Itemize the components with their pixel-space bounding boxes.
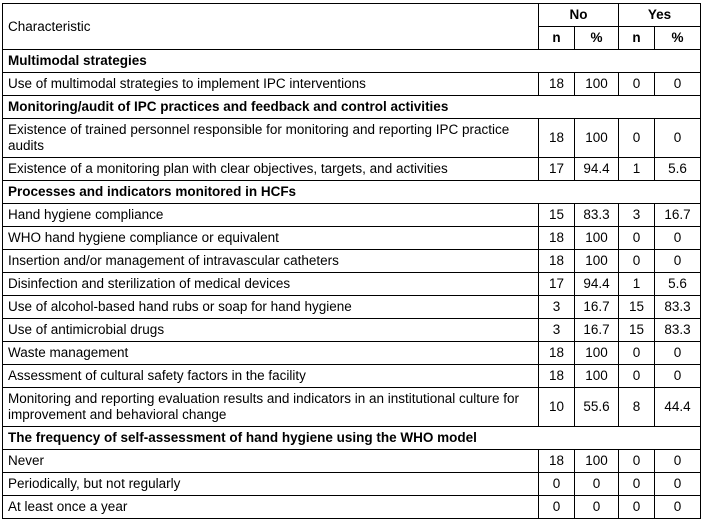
no-n-cell: 3 (539, 319, 575, 342)
section-row (3, 96, 701, 119)
no-pct-cell: 100 (575, 342, 619, 365)
table-row (3, 388, 701, 427)
table-row (3, 450, 701, 473)
yes-n-cell: 0 (619, 227, 655, 250)
table-row (3, 227, 701, 250)
no-pct-cell: 100 (575, 227, 619, 250)
table-row (3, 496, 701, 519)
yes-n-cell: 0 (619, 119, 655, 158)
table-body (3, 4, 701, 519)
header-row (3, 4, 701, 27)
no-pct-cell: 16.7 (575, 319, 619, 342)
section-heading: The frequency of self-assessment of hand hygiene using the WHO model (3, 427, 701, 450)
yes-group-header: Yes (619, 4, 701, 27)
no-n-cell: 18 (539, 250, 575, 273)
no-n-header: n (539, 27, 575, 50)
table-row (3, 473, 701, 496)
yes-pct-cell: 0 (655, 365, 701, 388)
yes-pct-cell: 5.6 (655, 158, 701, 181)
yes-pct-cell: 0 (655, 450, 701, 473)
no-n-cell: 17 (539, 273, 575, 296)
yes-pct-cell: 83.3 (655, 296, 701, 319)
no-n-cell: 18 (539, 227, 575, 250)
no-n-cell: 18 (539, 450, 575, 473)
row-label: Use of alcohol-based hand rubs or soap for hand hygiene (3, 296, 539, 319)
yes-pct-cell: 16.7 (655, 204, 701, 227)
section-row (3, 50, 701, 73)
no-pct-cell: 94.4 (575, 273, 619, 296)
row-label: Never (3, 450, 539, 473)
yes-n-cell: 0 (619, 73, 655, 96)
no-pct-cell: 16.7 (575, 296, 619, 319)
row-label: Existence of a monitoring plan with clear objectives, targets, and activities (3, 158, 539, 181)
row-label: Insertion and/or management of intravascular catheters (3, 250, 539, 273)
yes-pct-cell: 0 (655, 73, 701, 96)
row-label: At least once a year (3, 496, 539, 519)
yes-n-cell: 0 (619, 450, 655, 473)
row-label: Assessment of cultural safety factors in the facility (3, 365, 539, 388)
yes-pct-cell: 0 (655, 496, 701, 519)
table-row (3, 342, 701, 365)
no-pct-cell: 100 (575, 450, 619, 473)
section-heading: Monitoring/audit of IPC practices and feedback and control activities (3, 96, 701, 119)
no-pct-header: % (575, 27, 619, 50)
no-n-cell: 15 (539, 204, 575, 227)
no-n-cell: 10 (539, 388, 575, 427)
yes-n-header: n (619, 27, 655, 50)
row-label: Periodically, but not regularly (3, 473, 539, 496)
table-row (3, 296, 701, 319)
table-row (3, 319, 701, 342)
section-row (3, 427, 701, 450)
table-row (3, 158, 701, 181)
no-pct-cell: 55.6 (575, 388, 619, 427)
no-pct-cell: 100 (575, 365, 619, 388)
no-n-cell: 18 (539, 342, 575, 365)
ipc-table (2, 3, 701, 519)
yes-pct-header: % (655, 27, 701, 50)
yes-n-cell: 8 (619, 388, 655, 427)
no-pct-cell: 0 (575, 496, 619, 519)
yes-n-cell: 0 (619, 473, 655, 496)
no-pct-cell: 0 (575, 473, 619, 496)
no-group-header: No (539, 4, 619, 27)
table-row (3, 365, 701, 388)
yes-pct-cell: 44.4 (655, 388, 701, 427)
yes-pct-cell: 5.6 (655, 273, 701, 296)
table-row (3, 273, 701, 296)
section-heading: Multimodal strategies (3, 50, 701, 73)
no-pct-cell: 100 (575, 73, 619, 96)
yes-pct-cell: 0 (655, 342, 701, 365)
yes-n-cell: 1 (619, 273, 655, 296)
row-label: Use of multimodal strategies to implement IPC interventions (3, 73, 539, 96)
no-pct-cell: 100 (575, 119, 619, 158)
table-row (3, 73, 701, 96)
no-n-cell: 18 (539, 365, 575, 388)
no-pct-cell: 94.4 (575, 158, 619, 181)
yes-n-cell: 15 (619, 319, 655, 342)
no-pct-cell: 100 (575, 250, 619, 273)
table-row (3, 119, 701, 158)
yes-pct-cell: 0 (655, 473, 701, 496)
characteristic-header: Characteristic (3, 4, 539, 50)
yes-n-cell: 1 (619, 158, 655, 181)
yes-pct-cell: 0 (655, 227, 701, 250)
no-n-cell: 17 (539, 158, 575, 181)
yes-n-cell: 3 (619, 204, 655, 227)
row-label: Disinfection and sterilization of medical devices (3, 273, 539, 296)
yes-n-cell: 0 (619, 342, 655, 365)
no-n-cell: 0 (539, 496, 575, 519)
no-n-cell: 18 (539, 119, 575, 158)
row-label: Waste management (3, 342, 539, 365)
row-label: Use of antimicrobial drugs (3, 319, 539, 342)
table-row (3, 250, 701, 273)
no-n-cell: 18 (539, 73, 575, 96)
row-label: Monitoring and reporting evaluation results and indicators in an institutional culture for improvement and behavioral change (3, 388, 539, 427)
table-row (3, 204, 701, 227)
no-n-cell: 0 (539, 473, 575, 496)
yes-n-cell: 0 (619, 365, 655, 388)
row-label: Hand hygiene compliance (3, 204, 539, 227)
row-label: Existence of trained personnel responsible for monitoring and reporting IPC practice audits (3, 119, 539, 158)
yes-n-cell: 0 (619, 250, 655, 273)
yes-n-cell: 0 (619, 496, 655, 519)
row-label: WHO hand hygiene compliance or equivalent (3, 227, 539, 250)
section-row (3, 181, 701, 204)
section-heading: Processes and indicators monitored in HCFs (3, 181, 701, 204)
no-n-cell: 3 (539, 296, 575, 319)
yes-pct-cell: 0 (655, 250, 701, 273)
yes-n-cell: 15 (619, 296, 655, 319)
yes-pct-cell: 0 (655, 119, 701, 158)
yes-pct-cell: 83.3 (655, 319, 701, 342)
no-pct-cell: 83.3 (575, 204, 619, 227)
